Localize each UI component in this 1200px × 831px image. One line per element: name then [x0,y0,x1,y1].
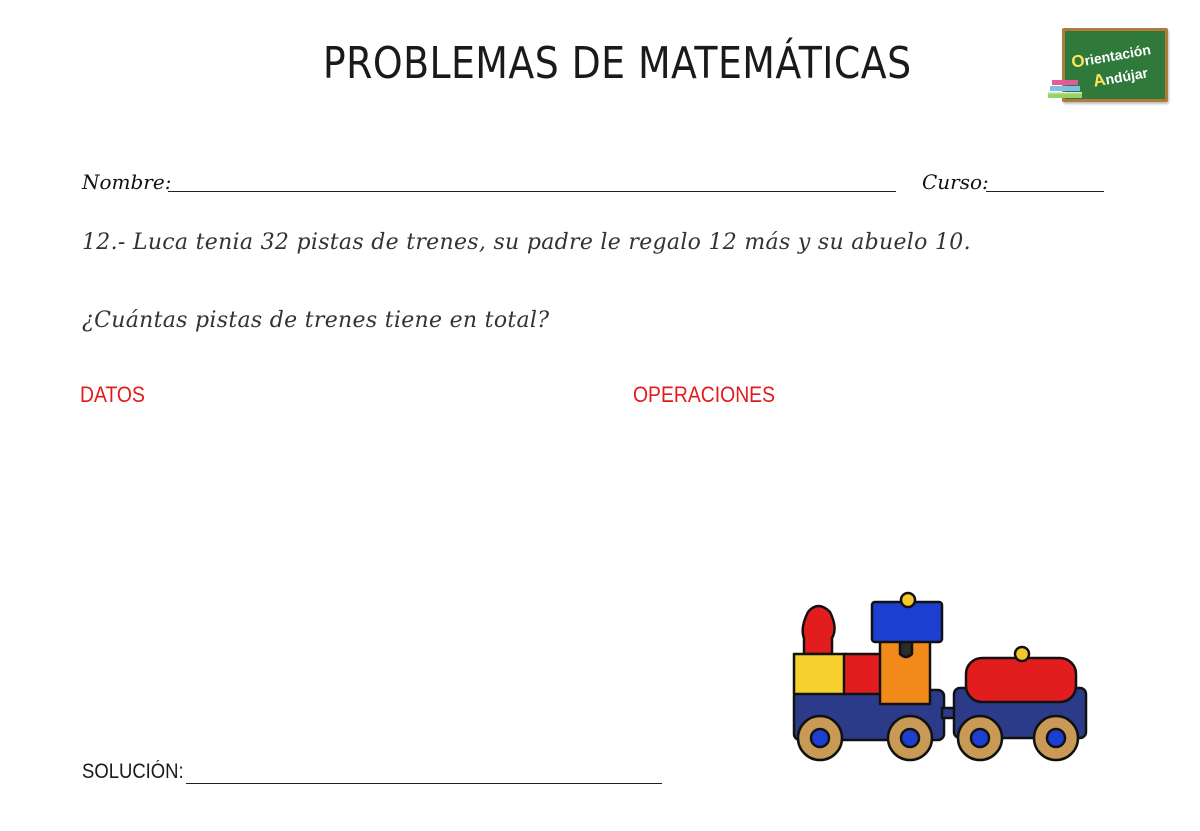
books-icon [1048,78,1088,100]
solution-label: SOLUCIÓN: [82,760,184,783]
course-label: Curso: [922,170,989,194]
chimney [803,606,835,654]
logo-text-line2: Andújar [1091,64,1150,91]
operaciones-heading: OPERACIONES [633,382,776,407]
name-label: Nombre: [82,170,172,194]
datos-heading: DATOS [80,382,145,407]
toy-train-icon [786,588,1094,768]
yellow-block [794,654,846,694]
solution-line[interactable] [186,783,662,784]
logo-text-line1: Orientación [1069,41,1152,72]
problem-question: ¿Cuántas pistas de trenes tiene en total? [82,308,550,333]
page-title: PROBLEMAS DE MATEMÁTICAS [322,38,912,89]
course-line[interactable] [986,191,1104,192]
name-line[interactable] [168,191,896,192]
problem-statement: 12.- Luca tenia 32 pistas de trenes, su padre le regalo 12 más y su abuelo 10. [82,230,971,255]
orientacion-andujar-logo [1048,26,1166,102]
red-block [844,654,884,694]
tank [966,658,1076,702]
